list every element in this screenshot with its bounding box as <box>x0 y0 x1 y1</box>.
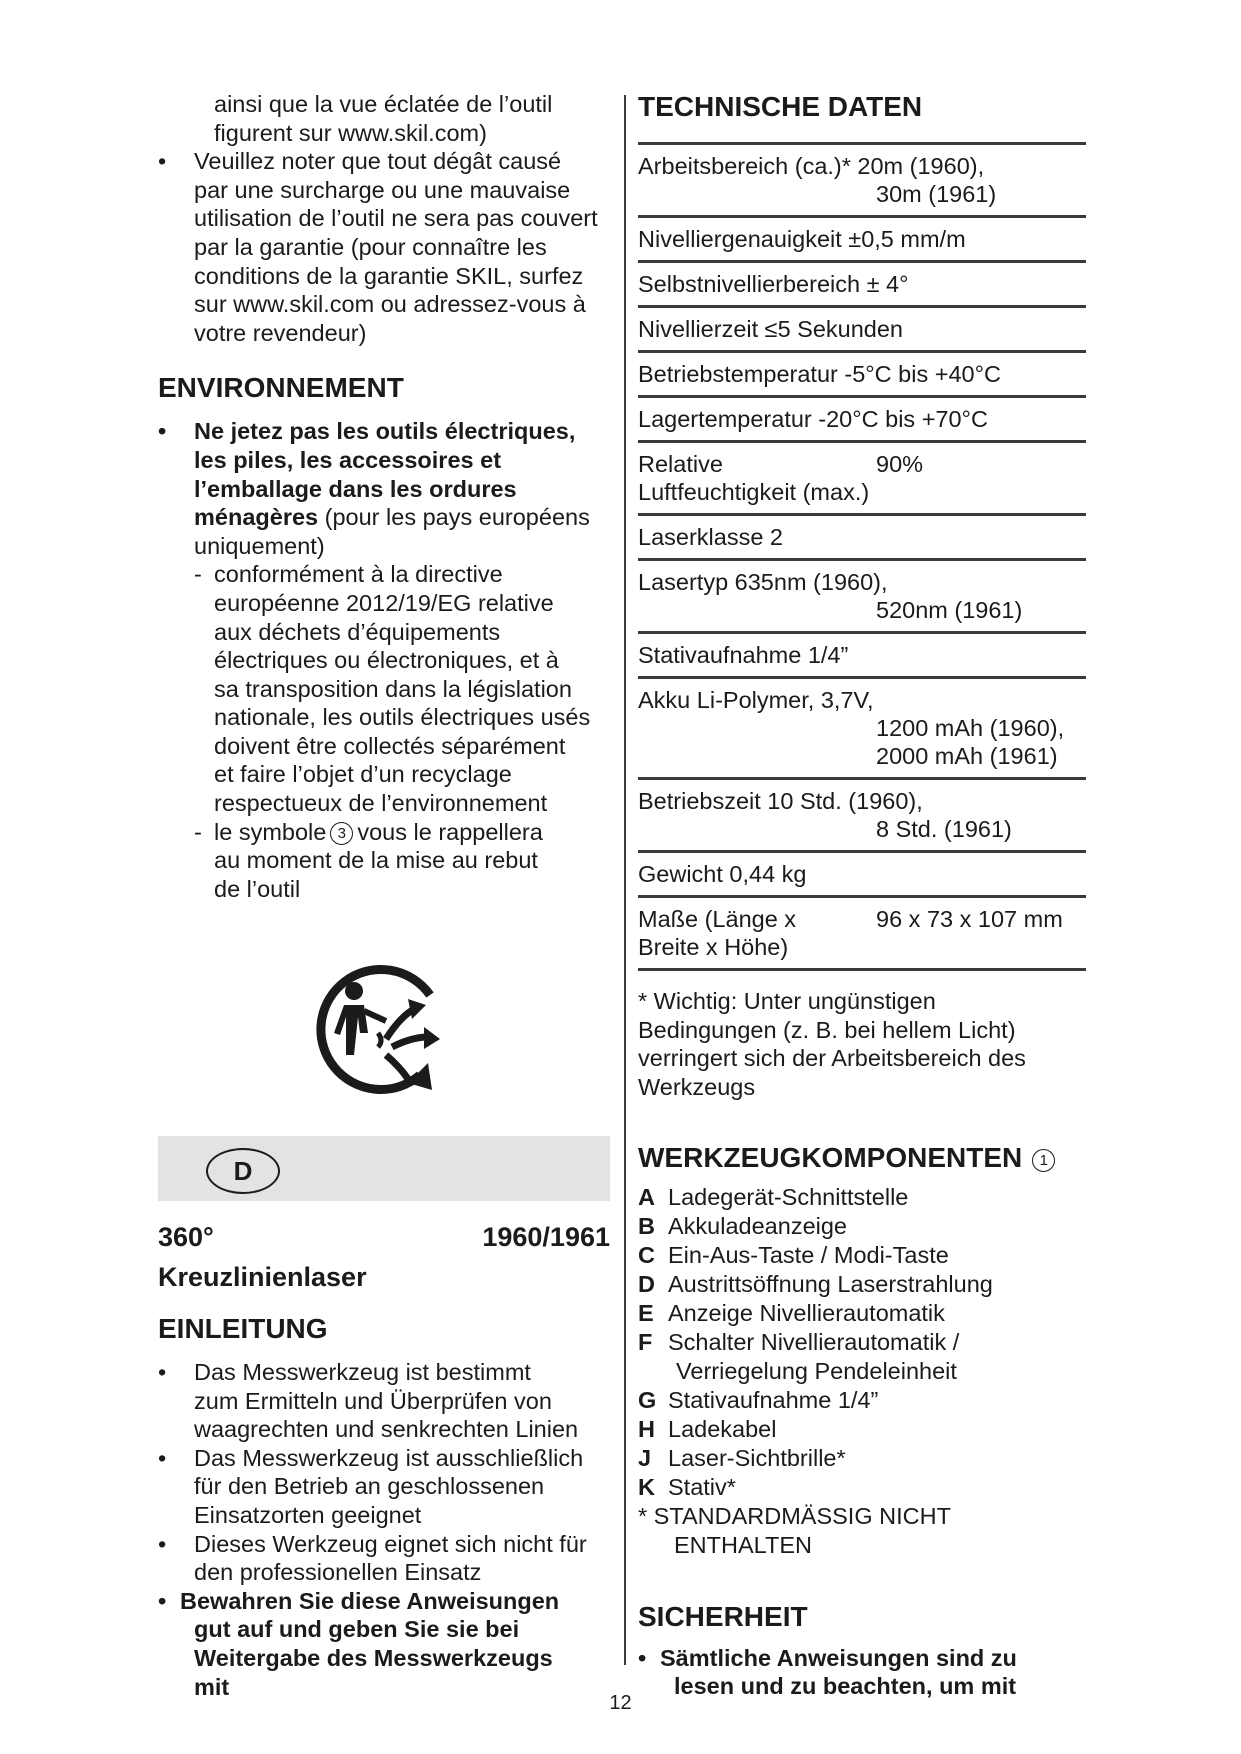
einleitung-bullet-3: • Dieses Werkzeug eignet sich nicht für den professionellen Einsatz <box>158 1530 587 1586</box>
list-item: K Stativ* <box>638 1474 736 1501</box>
symbol-subitem: - le symbole 3 vous le rappellera au moment de la mise au rebut de l’outil <box>194 818 543 902</box>
spec-row-humidity: Relative 90% Luftfeuchtigkeit (max.) <box>638 440 1086 513</box>
spec-row-storage-temp: Lagertemperatur -20°C bis +70°C <box>638 395 1086 440</box>
triman-recycling-icon <box>308 955 458 1105</box>
range-note: * Wichtig: Unter ungünstigen Bedingungen (z. B. bei hellem Licht) verringert sich der Arbeitsbereich des Werkzeugs <box>638 988 1026 1100</box>
spec-row-accuracy: Nivelliergenauigkeit ±0,5 mm/m <box>638 215 1086 260</box>
einleitung-heading: EINLEITUNG <box>158 1313 328 1344</box>
spec-row-dimensions: Maße (Länge x 96 x 73 x 107 mm Breite x Höhe) <box>638 895 1086 971</box>
environment-bullet: • Ne jetez pas les outils électriques, les piles, les accessoires et l’emballage dans les ordures ménagères (pour les pays européens uniquement) <box>158 418 590 559</box>
column-divider <box>624 95 626 1665</box>
einleitung-bullet-4: • Bewahren Sie diese Anweisungen gut auf und geben Sie sie bei Weitergabe des Messwerkzeugs mit <box>158 1587 560 1700</box>
environment-heading: ENVIRONNEMENT <box>158 372 404 404</box>
list-item: B Akkuladeanzeige <box>638 1213 847 1240</box>
components-heading: WERKZEUGKOMPONENTEN 1 <box>638 1141 1090 1175</box>
page-number: 12 <box>609 1692 632 1714</box>
intro-text: ainsi que la vue éclatée de l’outil figurent sur www.skil.com) <box>214 91 553 146</box>
standard-note: * STANDARDMÄSSIG NICHT ENTHALTEN <box>638 1503 951 1558</box>
spec-row-laser-type: Lasertyp 635nm (1960), 520nm (1961) <box>638 558 1086 631</box>
spec-row-battery: Akku Li-Polymer, 3,7V, 1200 mAh (1960), 2000 mAh (1961) <box>638 676 1086 777</box>
spec-row-tripod-mount: Stativaufnahme 1/4” <box>638 631 1086 676</box>
spec-row-range: Arbeitsbereich (ca.)* 20m (1960), 30m (1961) <box>638 142 1086 215</box>
model-angle: 360° <box>158 1222 214 1252</box>
ref-number-badge: 3 <box>330 822 353 845</box>
spec-row-weight: Gewicht 0,44 kg <box>638 850 1086 895</box>
left-column <box>158 90 610 903</box>
list-item: A Ladegerät-Schnittstelle <box>638 1184 909 1211</box>
tech-data-heading: TECHNISCHE DATEN <box>638 91 923 122</box>
spec-row-operating-time: Betriebszeit 10 Std. (1960), 8 Std. (1961) <box>638 777 1086 850</box>
spec-row-self-leveling: Selbstnivellierbereich ± 4° <box>638 260 1086 305</box>
right-column <box>638 90 1090 1701</box>
spec-row-laser-class: Laserklasse 2 <box>638 513 1086 558</box>
list-item: H Ladekabel <box>638 1416 777 1443</box>
warranty-bullet: • Veuillez noter que tout dégât causé par une surcharge ou une mauvaise utilisation de l’outil ne sera pas couvert par la garantie (pour connaître les conditions de la garantie SKIL, surfez sur www.skil.com ou adressez-vous à votre revendeur) <box>158 148 598 346</box>
safety-heading: SICHERHEIT <box>638 1600 808 1632</box>
list-item: F Schalter Nivellierautomatik / Verriegelung Pendeleinheit <box>638 1329 960 1385</box>
components-list <box>638 1183 1090 1559</box>
list-item: E Anzeige Nivellierautomatik <box>638 1300 945 1327</box>
list-item: J Laser-Sichtbrille* <box>638 1445 846 1472</box>
list-item: G Stativaufnahme 1/4” <box>638 1387 879 1414</box>
safety-bullet: • Sämtliche Anweisungen sind zu lesen und zu beachten, um mit <box>638 1644 1017 1700</box>
product-name: Kreuzlinienlaser <box>158 1262 367 1292</box>
einleitung-bullet-2: • Das Messwerkzeug ist ausschließlich für den Betrieb an geschlossenen Einsatzorten geeignet <box>158 1444 584 1528</box>
spec-row-leveling-time: Nivellierzeit ≤5 Sekunden <box>638 305 1086 350</box>
model-number: 1960/1961 <box>482 1222 610 1252</box>
ref-number-badge: 1 <box>1032 1149 1055 1172</box>
language-code-badge: D <box>206 1148 280 1194</box>
spec-row-operating-temp: Betriebstemperatur -5°C bis +40°C <box>638 350 1086 395</box>
list-item: C Ein-Aus-Taste / Modi-Taste <box>638 1242 949 1269</box>
list-item: D Austrittsöffnung Laserstrahlung <box>638 1271 993 1298</box>
directive-subitem: - conformément à la directive européenne 2012/19/EG relative aux déchets d’équipements électriques ou électroniques, et à sa transposition dans la législation nationale, les outils électriques usés doivent être collectés séparément et faire l’objet d’un recyclage respectueux de l’environnement <box>194 561 591 817</box>
language-band <box>158 1136 610 1201</box>
einleitung-bullet-1: • Das Messwerkzeug ist bestimmt zum Ermitteln und Überprüfen von waagrechten und senkrechten Linien <box>158 1359 579 1443</box>
german-section <box>158 1222 610 1701</box>
